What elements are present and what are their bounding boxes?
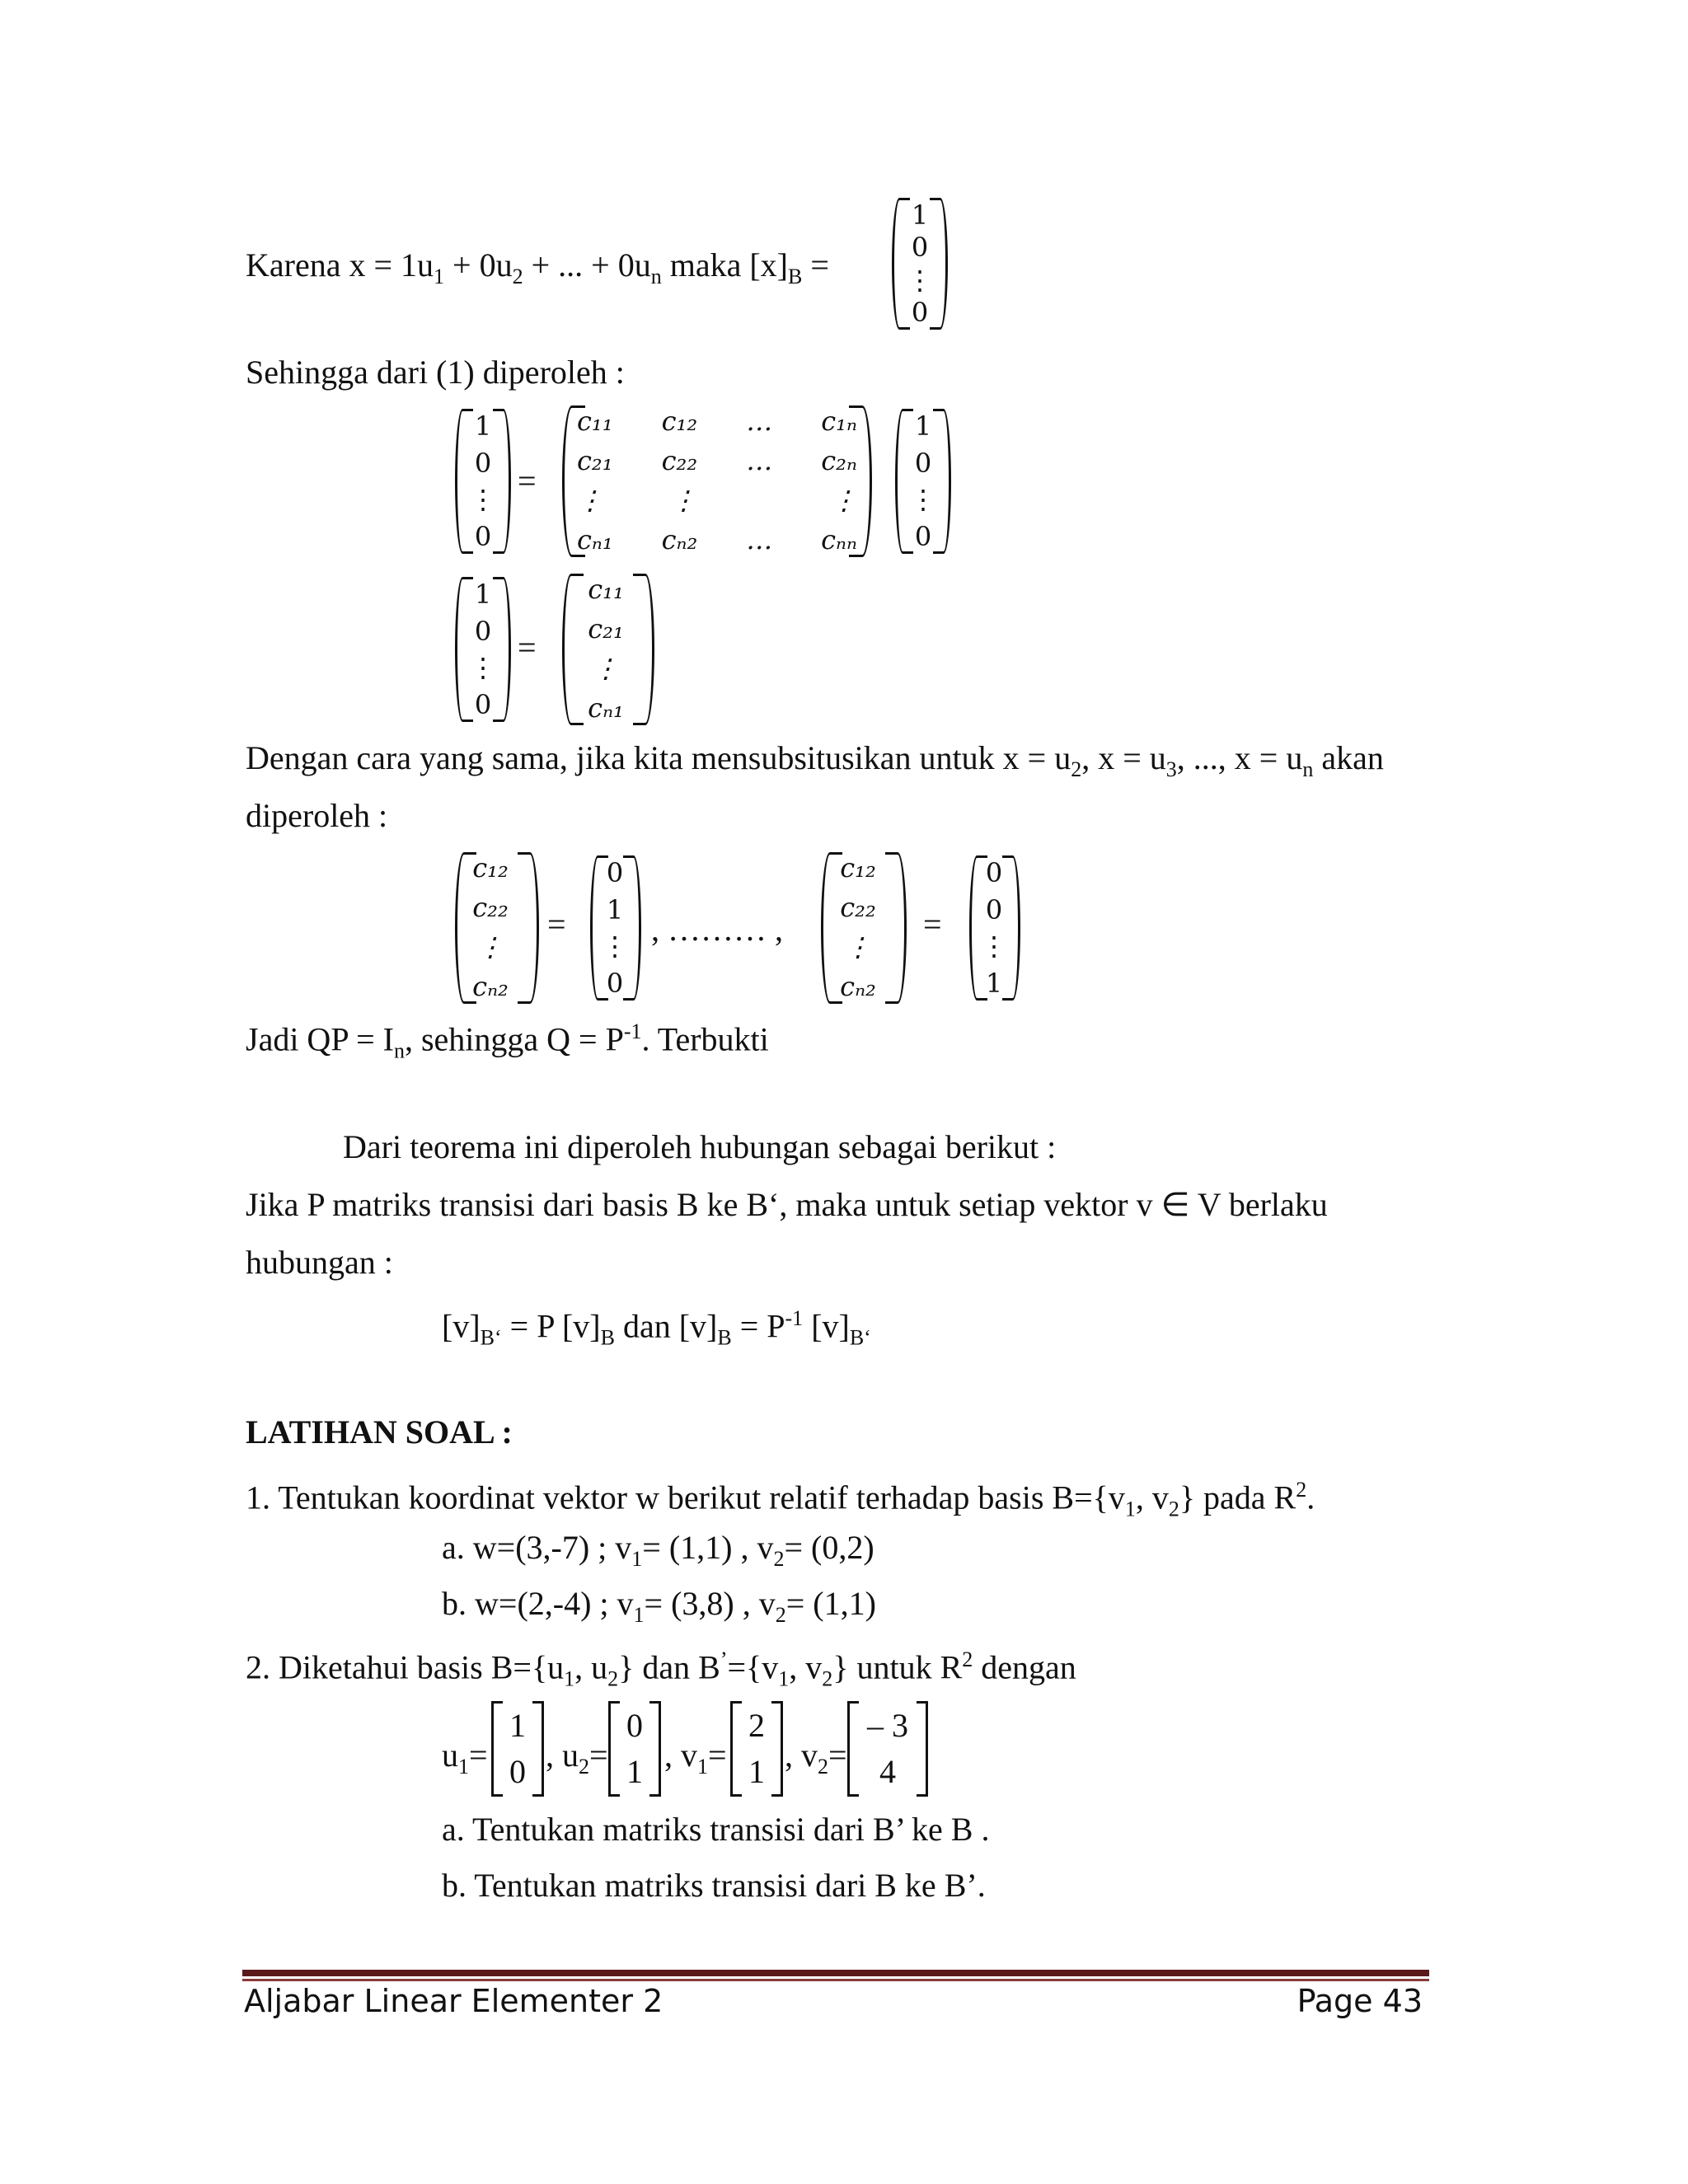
equals-sign: = (518, 629, 537, 666)
vector-en: 0 0 ⋮ 1 (981, 857, 1007, 999)
vector-e1-lhs: 1 0 ⋮ 0 (470, 410, 496, 552)
page-number: Page 43 (1296, 1983, 1423, 2019)
footer-rule-thick (242, 1970, 1429, 1976)
ellipsis-separator: , ……… , (651, 911, 783, 948)
label-v1: , $v_1=$ (664, 1736, 727, 1779)
vector-e1-lhs-2: 1 0 ⋮ 0 (470, 579, 496, 720)
question-1: 1. Tentukan koordinat vektor w berikut relatif terhadap basis $B=\{v_1$, $v_2$} pada $R^2$. (246, 1478, 1315, 1521)
paren-right (518, 852, 539, 1004)
bracket-right (532, 1701, 544, 1797)
paren-right (885, 852, 907, 1004)
paren-right (623, 855, 641, 1001)
question-1a: a. w=(3,-7) ; $v_1= (1,1)$ , $v_2= (0,2)$ (442, 1529, 874, 1571)
column-c2-right: c₁₂ c₂₂ ⋮ cₙ₂ (840, 852, 876, 1002)
matrix-c: c₁₁ c₁₂ … c₁ₙ c₂₁ c₂₂ … c₂ₙ ⋮ ⋮ ⋮ cₙ₁ cₙ₂ … cₙₙ (577, 405, 857, 555)
matrix-v2: – 3 4 (867, 1707, 908, 1790)
text-line-7: Jika P matriks transisi dari basis B ke B‘, maka untuk setiap vektor v ∈ V berlaku (246, 1186, 1328, 1223)
paren-right (633, 574, 654, 725)
matrix-v1: 2 1 (748, 1707, 765, 1790)
bracket-left (608, 1701, 620, 1797)
column-c1: c₁₁ c₂₁ ⋮ cₙ₁ (588, 574, 624, 724)
label-u2: , $u_2=$ (546, 1736, 608, 1779)
label-u1: $u_1=$ (442, 1736, 488, 1779)
question-2b: b. Tentukan matriks transisi dari B ke B’. (442, 1867, 986, 1904)
text-line-5: Jadi QP = $I_n$, sehingga $Q = P^{-1}$. Terbukti (246, 1019, 769, 1063)
section-heading: LATIHAN SOAL : (246, 1413, 513, 1451)
text-line-1: Karena $x = 1u_1 + 0u_2$ + ... + $0u_n$ maka $[x]_B$ = (246, 246, 829, 288)
column-c2-left: c₁₂ c₂₂ ⋮ cₙ₂ (472, 852, 509, 1002)
paren-right (493, 577, 511, 722)
bracket-right (771, 1701, 783, 1797)
vector-e1-rhs: 1 0 ⋮ 0 (910, 410, 936, 552)
text-line-8: hubungan : (246, 1244, 393, 1281)
equals-sign: = (518, 462, 537, 499)
question-2a: a. Tentukan matriks transisi dari B’ ke B . (442, 1811, 990, 1848)
equals-sign: = (923, 906, 942, 943)
text-line-3: Dengan cara yang sama, jika kita mensubsitusikan untuk $x = u_2$, $x = u_3$, ..., $x = u_n$ akan (246, 739, 1384, 781)
vector-e2: 0 1 ⋮ 0 (602, 857, 628, 999)
matrix-u2: 0 1 (626, 1707, 643, 1790)
paren-right (930, 198, 948, 330)
text-line-4: diperoleh : (246, 797, 388, 834)
formula-line: $[v]_{B‘} = P$ $[v]_B$ dan $[v]_B = P^{-1}$ $[v]_{B‘}$ (442, 1306, 871, 1350)
bracket-left (730, 1701, 742, 1797)
footer-rule-thin (242, 1979, 1429, 1981)
text-line-6: Dari teorema ini diperoleh hubungan sebagai berikut : (343, 1128, 1057, 1165)
label-v2: , $v_2=$ (785, 1736, 847, 1779)
bracket-right (649, 1701, 661, 1797)
question-1b: b. w=(2,-4) ; $v_1= (3,8)$ , $v_2= (1,1)$ (442, 1585, 876, 1627)
paren-right (849, 405, 872, 557)
equals-sign: = (547, 906, 566, 943)
footer-title: Aljabar Linear Elementer 2 (244, 1983, 663, 2019)
bracket-right (917, 1701, 928, 1797)
text-line-2: Sehingga dari (1) diperoleh : (246, 354, 625, 391)
bracket-left (847, 1701, 859, 1797)
paren-right (493, 409, 511, 554)
matrix-u1: 1 0 (509, 1707, 526, 1790)
paren-right (933, 409, 951, 554)
vector-e1: 1 0 ⋮ 0 (907, 199, 933, 328)
bracket-left (491, 1701, 503, 1797)
paren-right (1002, 855, 1020, 1001)
question-2: 2. Diketahui basis $B=\{u_1$, $u_2$} dan $B^’=\{v_1$, $v_2$} untuk $R^2$ dengan (246, 1647, 1076, 1691)
